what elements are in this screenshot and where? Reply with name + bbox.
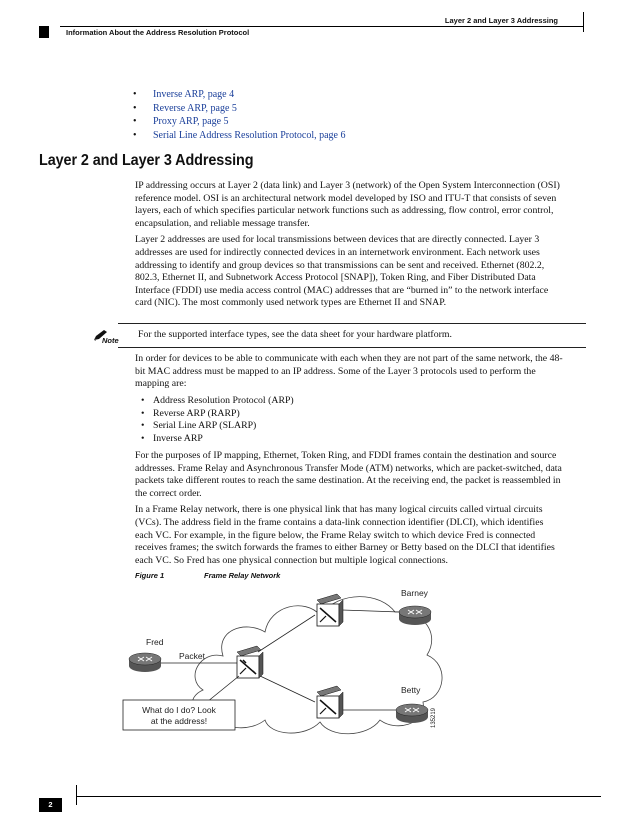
figure-number: Figure 1 (135, 571, 165, 580)
link-inverse-arp[interactable]: • Inverse ARP, page 4 (133, 88, 345, 102)
label-fred: Fred (146, 637, 164, 647)
paragraph-ip-mapping: For the purposes of IP mapping, Ethernet, Token Ring, and FDDI frames contain the destination and source addresses. Frame Relay and Asynchronous Transfer Mode (ATM) networks, which are packet-switched, data packets take different routes to reach the same destination. At the receiving end, the packet is reassembled in the correct order. (135, 449, 562, 499)
callout-line-2: at the address! (150, 716, 208, 726)
protocol-list (135, 395, 563, 446)
link-proxy-arp[interactable]: • Proxy ARP, page 5 (133, 115, 345, 129)
label-betty: Betty (401, 685, 421, 695)
footer-rule (77, 796, 601, 797)
frame-relay-switch-bottom (317, 686, 343, 718)
related-topics-list (133, 88, 345, 142)
paragraph-layer2: Layer 2 addresses are used for local transmissions between devices that are directly connected. Layer 3 addresses are used for indirectly connected devices in an internetwork environment. Each network uses addressing to identify and group devices so that transmissions can be sent and received. Ethernet (802.2, 802.3, Ethernet II, and Subnetwork Access Protocol [SNAP]), Token Ring, and Fiber Distributed Data Interface (FDDI) use media access control (MAC) addresses that are “burned in” to the network interface card (NIC). The most commonly used network types are Ethernet II and SNAP. (135, 234, 549, 309)
figure-title: Frame Relay Network (204, 571, 281, 580)
running-header-chapter: Information About the Address Resolution Protocol (66, 28, 250, 37)
link-slarp[interactable]: • Serial Line Address Resolution Protocol, page 6 (133, 129, 345, 143)
label-barney: Barney (401, 588, 428, 598)
header-rule-vertical (583, 12, 584, 32)
header-rule (60, 26, 584, 27)
label-packet: Packet (179, 651, 205, 661)
header-marker (39, 26, 49, 38)
paragraph-frame-relay: In a Frame Relay network, there is one physical link that has many logical circuits called virtual circuits (VCs). The address field in the frame contains a data-link connection identifier (DLCI), which identifies each VC. For example, in the figure below, the Frame Relay switch to which device Fred is connected receives frames; the switch forwards the frames to either Barney or Betty based on the DLCI that identifies each VC. So Fred has one physical connection but multiple logical connections. (135, 504, 555, 566)
router-barney (399, 606, 431, 625)
running-header-section: Layer 2 and Layer 3 Addressing (444, 16, 558, 25)
note-divider-top (118, 323, 586, 324)
frame-relay-switch-center (237, 646, 263, 678)
list-item: • Inverse ARP (135, 433, 563, 446)
router-betty (396, 704, 428, 723)
list-item: • Serial Line ARP (SLARP) (135, 420, 563, 433)
footer-rule-vertical (76, 785, 77, 805)
list-item: • Address Resolution Protocol (ARP) (135, 395, 563, 408)
body-bottom (135, 353, 563, 571)
note-text: For the supported interface types, see the data sheet for your hardware platform. (138, 329, 452, 340)
callout-line-1: What do I do? Look (142, 705, 216, 715)
paragraph-mapping: In order for devices to be able to communicate with each when they are not part of the same network, the 48-bit MAC address must be mapped to an IP address. Some of the Layer 3 protocols used to perform the mapping are: (135, 353, 563, 390)
paragraph-osi: IP addressing occurs at Layer 2 (data link) and Layer 3 (network) of the Open System Interconnection (OSI) reference model. OSI is an architectural network model developed by ISO and ITU-T that consists of seven layers, each of which specifies particular network functions such as addressing, flow control, error control, encapsulation, and reliable message transfer. (135, 180, 560, 229)
frame-relay-switch-top (317, 594, 343, 626)
list-item: • Reverse ARP (RARP) (135, 408, 563, 421)
link-reverse-arp[interactable]: • Reverse ARP, page 5 (133, 102, 345, 116)
body-top (135, 180, 563, 314)
note-label: Note (102, 336, 119, 345)
note-divider-bottom (118, 347, 586, 348)
frame-relay-diagram (105, 580, 455, 740)
section-heading: Layer 2 and Layer 3 Addressing (39, 152, 254, 169)
page-number: 2 (39, 798, 62, 812)
router-fred (129, 653, 161, 672)
art-id: 135219 (431, 707, 437, 728)
